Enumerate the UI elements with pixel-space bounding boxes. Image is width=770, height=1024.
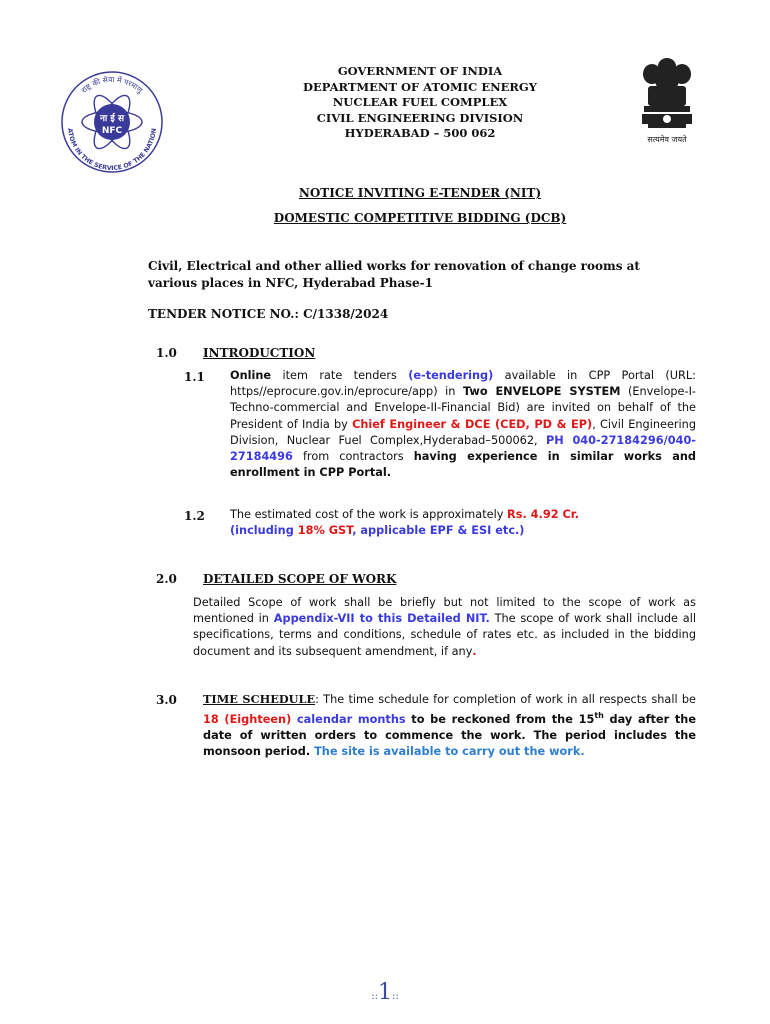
section-1-heading: INTRODUCTION [203, 346, 316, 360]
nfc-logo-hindi: ना ई स [99, 114, 125, 124]
para-1-2: The estimated cost of the work is approximately Rs. 4.92 Cr. (including 18% GST, applicable EPF & ESI etc.) [230, 508, 580, 538]
section-2-heading: DETAILED SCOPE OF WORK [203, 572, 397, 586]
para-1-1-number: 1.1 [184, 370, 205, 384]
header-line-4: CIVIL ENGINEERING DIVISION [316, 110, 524, 125]
para-3: TIME SCHEDULE: The time schedule for completion of work in all respects shall be 18 (Eighteen) calendar months to be reckoned from the 15th day after the date of written orders to commence the work. The period includes the monsoon period. The site is available to carry out the work. [203, 692, 697, 759]
header-line-1: GOVERNMENT OF INDIA [337, 64, 503, 78]
tender-number: TENDER NOTICE NO.: C/1338/2024 [148, 307, 389, 321]
page-number: ::1:: [371, 980, 399, 1005]
header-line-2: DEPARTMENT OF ATOMIC ENERGY [303, 79, 537, 94]
section-2-number: 2.0 [156, 572, 177, 586]
national-emblem-icon [628, 52, 706, 148]
para-1-1: Online item rate tenders (e-tendering) available in CPP Portal (URL: https//eprocure.gov.in/eprocure/app) in Two ENVELOPE SYSTEM (Envelope-I- Techno-commercial and Envelope-II-Financial Bid) are invited on behalf of the President of India by Chief Engineer & DCE (CED, PD & EP), Civil Engineering Division, Nuclear Fuel Complex,Hyderabad–500062, PH 040-27184296/040-27184496 from contractors having experience in similar works and enrollment in CPP Portal. [230, 369, 697, 480]
para-2: Detailed Scope of work shall be briefly but not limited to the scope of work as mentioned in Appendix-VII to this Detailed NIT. The scope of work shall include all specifications, terms and conditions, schedule of rates etc. as included in the bidding document and its subsequent amendment, if any. [193, 596, 696, 658]
section-1-number: 1.0 [156, 346, 177, 360]
dcb-title: DOMESTIC COMPETITIVE BIDDING (DCB) [273, 211, 567, 225]
nfc-logo-icon [56, 66, 168, 178]
emblem-motto: सत्यमेव जयते [647, 135, 687, 144]
work-subject: Civil, Electrical and other allied works for renovation of change rooms at various places in NFC, Hyderabad Phase-1 [148, 259, 640, 290]
header-line-5: HYDERABAD – 500 062 [344, 126, 496, 140]
nfc-logo-top-text: राष्ट्र की सेवा में परमाणु [79, 74, 145, 95]
nfc-logo-bottom-text: ATOM IN THE SERVICE OF THE NATION [66, 127, 158, 173]
header-line-3: NUCLEAR FUEL COMPLEX [332, 95, 508, 109]
section-3-number: 3.0 [156, 693, 177, 707]
nfc-logo-name: NFC [101, 126, 123, 136]
office-header [230, 64, 610, 142]
para-1-2-number: 1.2 [184, 509, 205, 523]
nit-title: NOTICE INVITING E-TENDER (NIT) [298, 186, 542, 200]
